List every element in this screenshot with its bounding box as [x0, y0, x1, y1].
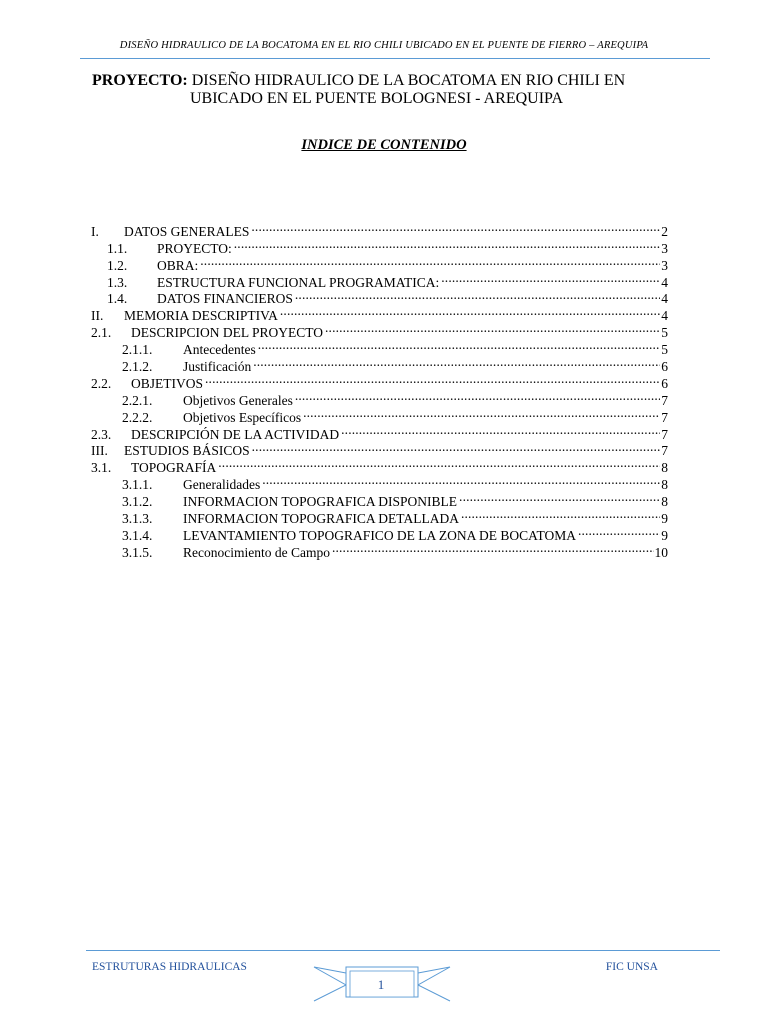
toc-entry-title: Generalidades [183, 477, 261, 493]
project-heading [92, 72, 625, 108]
toc-entry-title: TOPOGRAFÍA [131, 460, 217, 476]
toc-entry[interactable] [91, 489, 668, 510]
running-header: DISEÑO HIDRAULICO DE LA BOCATOMA EN EL RIO CHILI UBICADO EN EL PUENTE DE FIERRO – AREQUIPA [119, 40, 649, 51]
toc-entry-page: 10 [654, 544, 668, 560]
toc-leader-dots [251, 219, 660, 236]
toc-entry-number: I. [91, 223, 99, 239]
toc-leader-dots [218, 455, 660, 472]
toc-entry-number: 2.3. [91, 426, 112, 442]
toc-entry-title: INFORMACION TOPOGRAFICA DISPONIBLE [183, 494, 458, 510]
toc-entry-page: 7 [661, 426, 668, 442]
project-label: PROYECTO: [92, 72, 188, 89]
toc-entry-title: ESTRUCTURA FUNCIONAL PROGRAMATICA: [157, 274, 440, 290]
page-number: 1 [377, 977, 385, 992]
toc-entry[interactable] [91, 219, 668, 239]
toc-entry-title: ESTUDIOS BÁSICOS [124, 443, 250, 459]
toc-leader-dots [578, 523, 660, 540]
toc-entry-title: Reconocimiento de Campo [183, 544, 330, 560]
toc-entry-title: LEVANTAMIENTO TOPOGRAFICO DE LA ZONA DE BOCATOMA [183, 527, 576, 543]
toc-leader-dots [262, 472, 660, 489]
toc-entry-number: 3.1. [91, 460, 112, 476]
toc-entry-title: Antecedentes [183, 342, 256, 358]
toc-leader-dots [200, 253, 660, 270]
toc-leader-dots [280, 303, 660, 320]
toc-entry-title: OBRA: [157, 257, 199, 273]
toc-leader-dots [441, 270, 660, 287]
table-of-contents [91, 219, 668, 560]
toc-entry-number: 1.2. [107, 257, 128, 273]
toc-entry-page: 7 [661, 409, 668, 425]
toc-entry-page: 2 [661, 223, 668, 239]
footer-right-text: FIC UNSA [605, 961, 658, 973]
toc-entry-number: 1.4. [107, 291, 128, 307]
toc-entry-title: DESCRIPCIÓN DE LA ACTIVIDAD [131, 426, 340, 442]
toc-entry-number: 2.2.2. [122, 409, 153, 425]
toc-entry-number: III. [91, 443, 108, 459]
toc-entry-number: II. [91, 308, 104, 324]
toc-entry-page: 8 [661, 494, 668, 510]
toc-entry-number: 3.1.5. [122, 544, 153, 560]
toc-entry-page: 4 [661, 308, 668, 324]
toc-entry-number: 2.2. [91, 375, 112, 391]
toc-entry-page: 8 [661, 477, 668, 493]
toc-entry-number: 3.1.1. [122, 477, 153, 493]
toc-entry-page: 3 [661, 257, 668, 273]
toc-entry-page: 8 [661, 460, 668, 476]
toc-entry-title: Objetivos Generales [183, 392, 293, 408]
toc-entry[interactable] [91, 354, 668, 375]
toc-entry-page: 7 [661, 392, 668, 408]
toc-entry-title: INFORMACION TOPOGRAFICA DETALLADA [183, 511, 459, 527]
toc-entry-title: Justificación [183, 359, 252, 375]
toc-entry[interactable] [91, 422, 668, 442]
toc-leader-dots [325, 320, 660, 337]
toc-entry-page: 3 [661, 240, 668, 256]
toc-entry-number: 2.2.1. [122, 392, 153, 408]
project-line-1 [92, 72, 625, 90]
toc-leader-dots [253, 354, 660, 371]
toc-entry-page: 5 [661, 342, 668, 358]
toc-entry-page: 6 [661, 375, 668, 391]
toc-entry-number: 1.1. [107, 240, 128, 256]
toc-leader-dots [303, 405, 660, 422]
toc-entry-page: 4 [661, 291, 668, 307]
toc-leader-dots [461, 506, 660, 523]
toc-entry-title: DESCRIPCION DEL PROYECTO [131, 325, 324, 341]
toc-entry[interactable] [91, 405, 668, 425]
toc-entry-number: 1.3. [107, 274, 128, 290]
index-title: INDICE DE CONTENIDO [301, 137, 467, 153]
toc-entry-number: 3.1.3. [122, 511, 153, 527]
toc-entry-title: Objetivos Específicos [183, 409, 302, 425]
toc-entry-title: MEMORIA DESCRIPTIVA [124, 308, 278, 324]
toc-entry-title: PROYECTO: [157, 240, 232, 256]
footer-left-text: ESTRUTURAS HIDRAULICAS [92, 961, 247, 973]
toc-leader-dots [234, 236, 660, 253]
project-title-line-2: UBICADO EN EL PUENTE BOLOGNESI - AREQUIPA [190, 90, 564, 107]
header-rule [80, 58, 710, 59]
footer-rule [86, 950, 720, 951]
toc-leader-dots [341, 422, 660, 439]
toc-entry-title: OBJETIVOS [131, 375, 204, 391]
toc-entry-number: 2.1. [91, 325, 112, 341]
toc-leader-dots [459, 489, 660, 506]
toc-entry-title: DATOS FINANCIEROS [157, 291, 293, 307]
toc-entry-page: 6 [661, 359, 668, 375]
toc-entry-number: 2.1.1. [122, 342, 153, 358]
project-title-line-1: DISEÑO HIDRAULICO DE LA BOCATOMA EN RIO CHILI EN [191, 72, 626, 89]
toc-leader-dots [295, 388, 660, 405]
toc-entry-page: 5 [661, 325, 668, 341]
toc-entry[interactable] [91, 371, 668, 391]
toc-entry-title: DATOS GENERALES [124, 223, 250, 239]
toc-entry-page: 9 [661, 527, 668, 543]
toc-entry-page: 4 [661, 274, 668, 290]
toc-leader-dots [205, 371, 660, 388]
toc-entry-number: 2.1.2. [122, 359, 153, 375]
toc-entry-number: 3.1.2. [122, 494, 153, 510]
toc-entry-number: 3.1.4. [122, 527, 153, 543]
toc-entry-page: 7 [661, 443, 668, 459]
toc-entry-page: 9 [661, 511, 668, 527]
